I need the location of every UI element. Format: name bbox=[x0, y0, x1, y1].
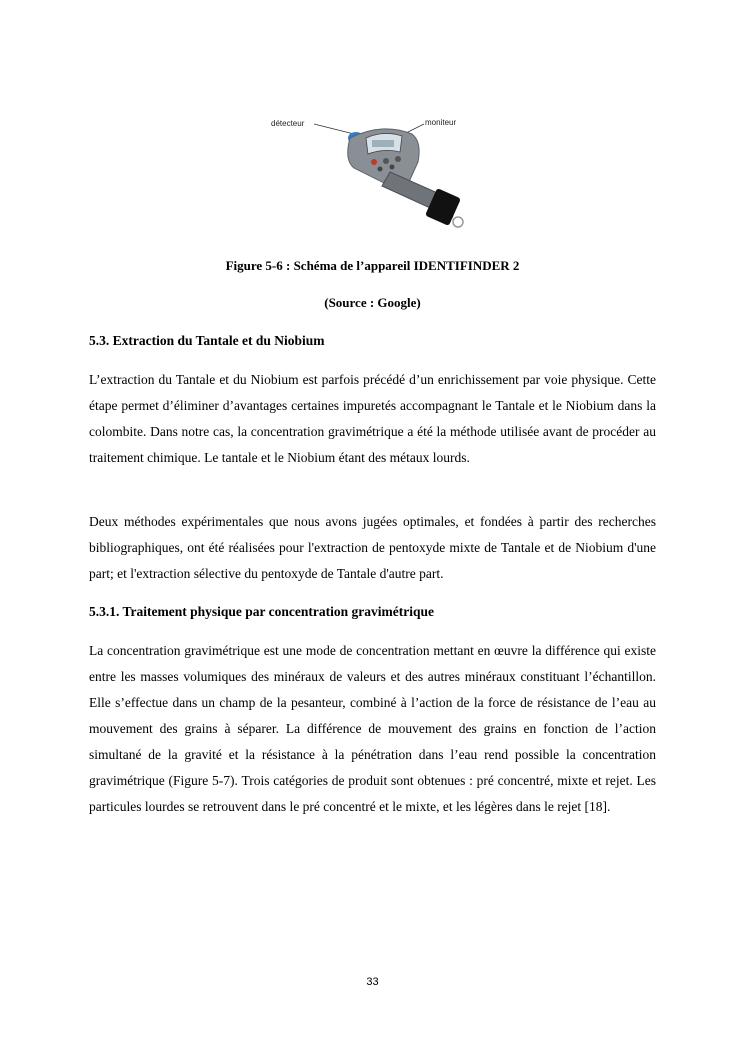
detector-label: détecteur bbox=[271, 119, 305, 128]
paragraph: L’extraction du Tantale et du Niobium est parfois précédé d’un enrichissement par voie physique. Cette étape permet d’éliminer d’avantages certaines impuretés accompagnant le Tantale et le Niobium dans la colombite. Dans notre cas, la concentration gravimétrique a été la méthode utilisée avant de procéder au traitement chimique. Le tantale et le Niobium étant des métaux lourds. bbox=[89, 372, 656, 465]
paragraph: La concentration gravimétrique est une mode de concentration mettant en œuvre la différence qui existe entre les masses volumiques des minéraux de valeurs et des autres minéraux constituant l’échantillon. Elle s’effectue dans un champ de la pesanteur, combiné à l’action de la force de résistance de l’eau au mouvement des grains à séparer. La différence de mouvement des grains en fonction de l’action simultané de la gravité et la résistance à la pénétration dans l’eau rend possible la concentration gravimétrique (Figure 5-7). Trois catégories de produit sont obtenues : pré concentré, mixte et rejet. Les particules lourdes se retrouvent dans le pré concentré et le mixte, et les légères dans le rejet [18]. bbox=[89, 643, 656, 814]
section-heading-5-3-1: 5.3.1. Traitement physique par concentration gravimétrique bbox=[89, 604, 434, 619]
page-number: 33 bbox=[366, 976, 379, 988]
monitor-label: moniteur bbox=[425, 118, 457, 127]
figure-caption: Figure 5-6 : Schéma de l’appareil IDENTIFINDER 2 bbox=[225, 258, 520, 273]
identifinder-device-icon bbox=[262, 112, 482, 232]
section-heading-5-3: 5.3. Extraction du Tantale et du Niobium bbox=[89, 333, 325, 348]
device-figure bbox=[262, 112, 482, 232]
paragraph: Deux méthodes expérimentales que nous avons jugées optimales, et fondées à partir des recherches bibliographiques, ont été réalisées pour l'extraction de pentoxyde mixte de Tantale et de Niobium d'une part; et l'extraction sélective du pentoxyde de Tantale d'autre part. bbox=[89, 514, 656, 581]
figure-source: (Source : Google) bbox=[324, 295, 421, 310]
